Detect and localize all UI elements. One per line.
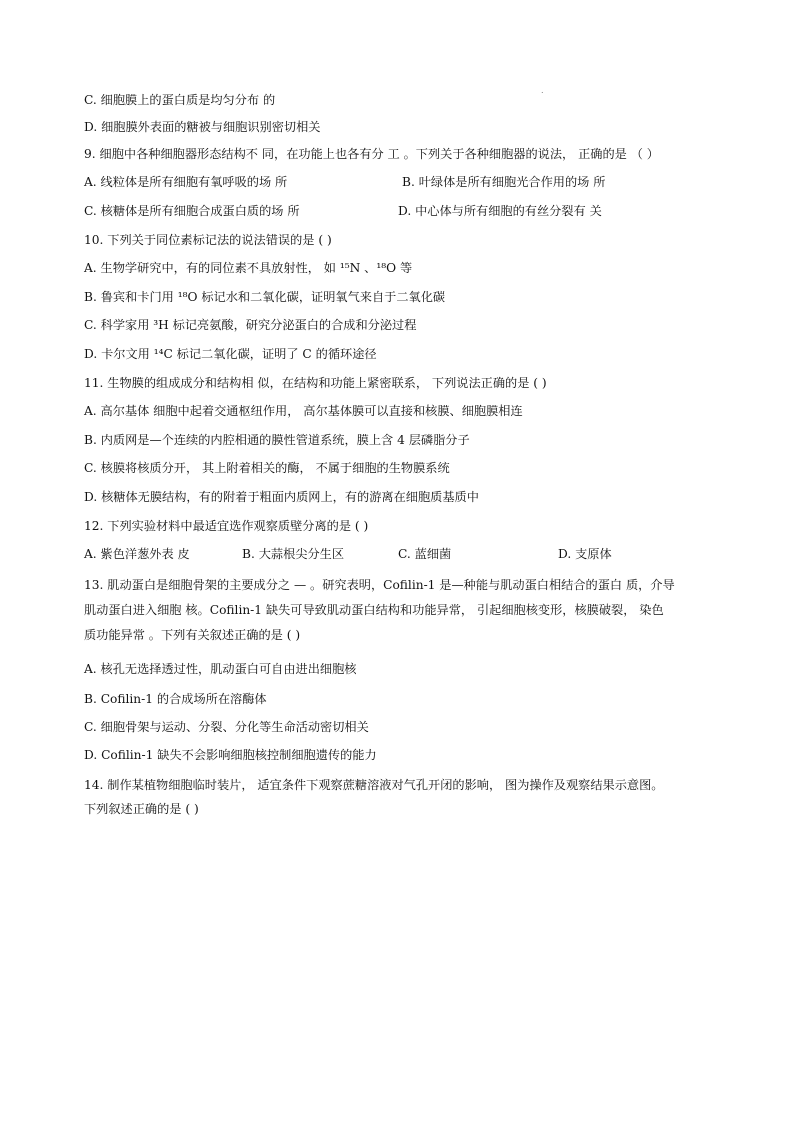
q11-option-c: C. 核膜将核质分开， 其上附着相关的酶， 不属于细胞的生物膜系统: [84, 461, 450, 475]
q13-option-c: C. 细胞骨架与运动、分裂、分化等生命活动密切相关: [84, 720, 369, 734]
q9-option-a: A. 线粒体是所有细胞有氧呼吸的场 所: [84, 175, 288, 189]
q11-option-d: D. 核糖体无膜结构，有的附着于粗面内质网上，有的游离在细胞质基质中: [84, 490, 479, 504]
question-13-stem-line2: 肌动蛋白进入细胞 核。Cofilin-1 缺失可导致肌动蛋白结构和功能异常， 引起细胞核变形，核膜破裂， 染色: [84, 603, 664, 617]
q13-option-b: B. Cofilin-1 的合成场所在溶酶体: [84, 692, 267, 706]
question-13-stem-line1: 13. 肌动蛋白是细胞骨架的主要成分之 — 。研究表明，Cofilin-1 是—种能与肌动蛋白相结合的蛋白 质，介导: [84, 578, 675, 592]
q9-option-b: B. 叶绿体是所有细胞光合作用的场 所: [402, 175, 606, 189]
q13-option-d: D. Cofilin-1 缺失不会影响细胞核控制细胞遗传的能力: [84, 748, 377, 762]
q10-option-c: C. 科学家用 ³H 标记亮氨酸，研究分泌蛋白的合成和分泌过程: [84, 318, 417, 332]
question-13-stem-line3: 质功能异常 。下列有关叙述正确的是 ( ): [84, 628, 301, 642]
q12-option-c: C. 蓝细菌: [398, 547, 452, 561]
q10-option-b: B. 鲁宾和卡门用 ¹⁸O 标记水和二氧化碳，证明氧气来自于二氧化碳: [84, 290, 446, 304]
question-9-stem: 9. 细胞中各种细胞器形态结构不 同，在功能上也各有分 工 。下列关于各种细胞器的说法， 正确的是 （ ）: [84, 147, 659, 161]
q11-option-a: A. 高尔基体 细胞中起着交通枢纽作用， 高尔基体膜可以直接和核膜、细胞膜相连: [84, 404, 523, 418]
q10-option-a: A. 生物学研究中，有的同位素不具放射性， 如 ¹⁵N 、¹⁸O 等: [84, 261, 413, 275]
q8-option-d: D. 细胞膜外表面的糖被与细胞识别密切相关: [84, 120, 321, 134]
q12-option-b: B. 大蒜根尖分生区: [242, 547, 345, 561]
q8-option-c: C. 细胞膜上的蛋白质是均匀分布 的: [84, 93, 276, 107]
question-14-stem-line2: 下列叙述正确的是 ( ): [84, 802, 199, 816]
question-12-stem: 12. 下列实验材料中最适宜选作观察质壁分离的是 ( ): [84, 519, 369, 533]
question-14-stem-line1: 14. 制作某植物细胞临时装片， 适宜条件下观察蔗糖溶液对气孔开闭的影响， 图为操作及观察结果示意图。: [84, 778, 664, 792]
q12-option-d: D. 支原体: [558, 547, 612, 561]
q9-option-d: D. 中心体与所有细胞的有丝分裂有 关: [398, 204, 602, 218]
q12-option-a: A. 紫色洋葱外表 皮: [84, 547, 190, 561]
q13-option-a: A. 核孔无选择透过性，肌动蛋白可自由进出细胞核: [84, 662, 357, 676]
question-11-stem: 11. 生物膜的组成成分和结构相 似，在结构和功能上紧密联系， 下列说法正确的是 ( ): [84, 376, 547, 390]
q9-option-c: C. 核糖体是所有细胞合成蛋白质的场 所: [84, 204, 300, 218]
question-10-stem: 10. 下列关于同位素标记法的说法错误的是 ( ): [84, 233, 332, 247]
stray-mark: .: [541, 86, 544, 95]
q10-option-d: D. 卡尔文用 ¹⁴C 标记二氧化碳，证明了 C 的循环途径: [84, 347, 377, 361]
q11-option-b: B. 内质网是—个连续的内腔相通的膜性管道系统，膜上含 4 层磷脂分子: [84, 433, 470, 447]
